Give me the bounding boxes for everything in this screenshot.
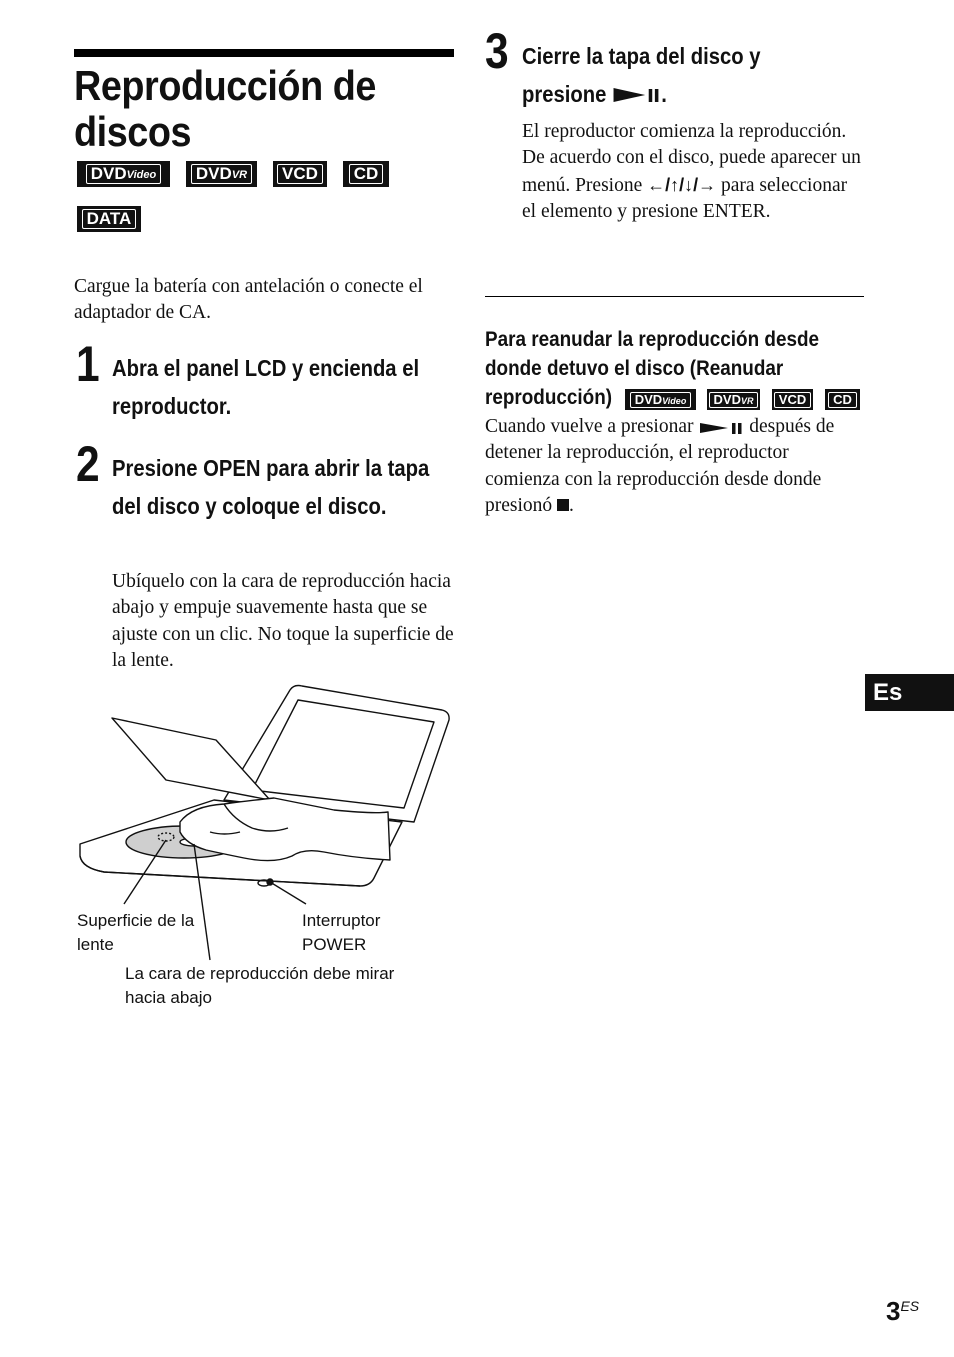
page-number-value: 3 xyxy=(886,1296,901,1326)
step-2-title: Presione OPEN para abrir la tapa del disco y coloque el disco. xyxy=(112,455,430,519)
title-rule xyxy=(74,49,454,57)
resume-body-middle: después de detener la reproducción, el reproductor comienza con la reproducción desde donde presionó xyxy=(485,416,835,516)
step-1-title: Abra el panel LCD y encienda el reproductor. xyxy=(112,355,420,419)
stop-icon xyxy=(557,499,569,511)
step-2-body: Ubíquelo con la cara de reproducción hacia abajo y empuje suavemente hasta que se ajuste con un clic. No toque la superficie de la lente. xyxy=(112,571,454,671)
badge-text: DATA xyxy=(82,209,137,229)
section-divider xyxy=(485,296,864,297)
dvd-vr-badge xyxy=(186,161,257,187)
badge-subtext: VR xyxy=(740,395,754,406)
dvd-vr-badge-small xyxy=(707,389,760,410)
badge-text: DVD xyxy=(195,164,232,183)
badge-subtext: VR xyxy=(231,169,248,181)
step-3-title-period: . xyxy=(661,80,667,107)
step-3-body-line2: De acuerdo con el disco, puede aparecer un menú. Presione xyxy=(522,147,861,196)
badge-subtext: Video xyxy=(126,169,157,181)
step-3-number: 3 xyxy=(485,23,509,79)
step-2-number: 2 xyxy=(76,436,100,492)
resume-body xyxy=(485,414,865,519)
badge-text: DVD xyxy=(90,164,127,183)
language-tab: Es xyxy=(865,674,954,711)
badge-text: CD xyxy=(828,392,857,408)
badge-text: DVD xyxy=(713,391,741,407)
vcd-badge-small xyxy=(772,389,813,410)
label-power-switch: Interruptor POWER xyxy=(302,911,381,954)
play-pause-icon xyxy=(612,85,661,105)
dvd-video-badge xyxy=(77,161,170,187)
vcd-badge xyxy=(273,161,327,187)
page-number-suffix: ES xyxy=(900,1298,920,1314)
label-lens-surface: Superficie de la lente xyxy=(77,911,195,954)
resume-body-start: Cuando vuelve a presionar xyxy=(485,416,694,437)
cd-badge xyxy=(343,161,389,187)
arrow-keys-icon: ←/↑/↓/→ xyxy=(647,174,717,195)
page-number xyxy=(886,1296,919,1327)
step-3-body-line2-end: para seleccionar el elemento y presione ENTER. xyxy=(522,174,848,222)
resume-heading: Para reanudar la reproducción desde donde detuvo el disco (Reanudar reproducción) xyxy=(485,328,820,409)
data-badge xyxy=(77,206,141,232)
cd-badge-small xyxy=(825,389,860,410)
step-1-number: 1 xyxy=(76,336,100,392)
badge-text: DVD xyxy=(634,391,663,407)
intro-text: Cargue la batería con antelación o conecte el adaptador de CA. xyxy=(74,276,423,324)
step-3-body-line1: El reproductor comienza la reproducción. xyxy=(522,121,847,142)
step-3-title xyxy=(522,38,821,113)
step-3-body xyxy=(522,119,862,225)
dvd-video-badge-small xyxy=(625,389,696,410)
badge-text: VCD xyxy=(277,164,323,184)
play-pause-icon xyxy=(698,420,744,436)
page-title: Reproducción de discos xyxy=(74,62,376,155)
resume-body-end: . xyxy=(569,494,574,516)
badge-subtext: Video xyxy=(662,395,687,406)
step-3-title-text: Cierre la tapa del disco y presione xyxy=(522,43,761,107)
badge-text: VCD xyxy=(774,392,811,408)
label-play-face: La cara de reproducción debe mirar hacia abajo xyxy=(125,964,395,1007)
badge-text: CD xyxy=(349,164,384,184)
